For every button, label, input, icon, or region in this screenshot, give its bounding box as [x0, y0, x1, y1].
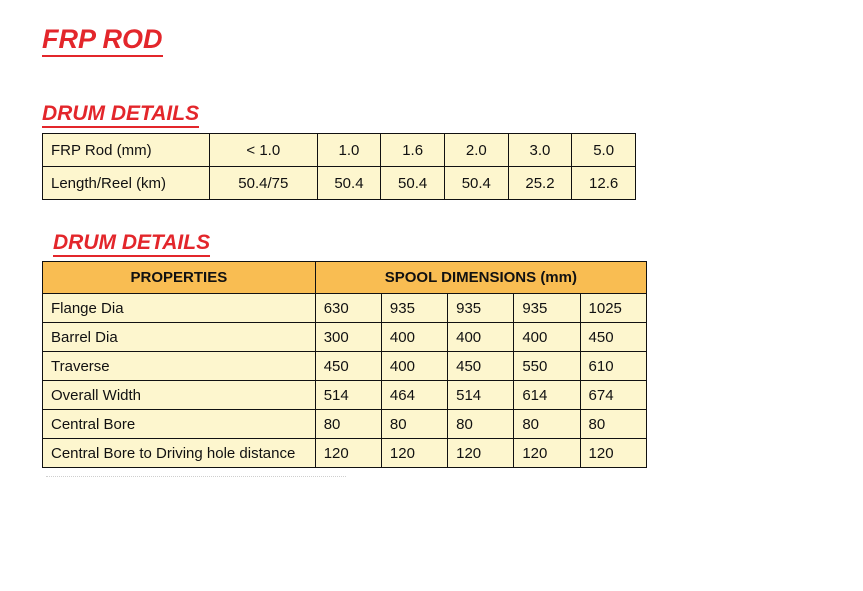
spool-dimensions-header: SPOOL DIMENSIONS (mm): [315, 262, 646, 294]
table-cell: 450: [580, 323, 646, 352]
spool-dimensions-table: [42, 261, 647, 468]
table-cell: 80: [315, 410, 381, 439]
drum-details-heading-2: DRUM DETAILS: [53, 231, 210, 257]
table-cell: 514: [448, 381, 514, 410]
table-cell: 50.4: [444, 167, 508, 200]
table-cell: 300: [315, 323, 381, 352]
table-cell: 450: [448, 352, 514, 381]
table-cell: 80: [448, 410, 514, 439]
faint-divider: [46, 476, 346, 481]
table-cell: < 1.0: [210, 134, 318, 167]
table-cell: 25.2: [508, 167, 572, 200]
row-label: Flange Dia: [43, 294, 316, 323]
table-cell: 120: [580, 439, 646, 468]
table-cell: 120: [315, 439, 381, 468]
row-label: Central Bore: [43, 410, 316, 439]
table-row-frp-rod: [43, 134, 636, 167]
table-cell: 1.0: [317, 134, 381, 167]
table-cell: 400: [448, 323, 514, 352]
table-row: [43, 352, 647, 381]
table-cell: 1025: [580, 294, 646, 323]
table-row: [43, 439, 647, 468]
properties-header: PROPERTIES: [43, 262, 316, 294]
table-row: [43, 410, 647, 439]
table-cell: 400: [381, 352, 447, 381]
table-cell: 610: [580, 352, 646, 381]
table-cell: 50.4: [317, 167, 381, 200]
table-cell: 1.6: [381, 134, 445, 167]
table-cell: 514: [315, 381, 381, 410]
drum-details-heading-1: DRUM DETAILS: [42, 102, 199, 128]
table-cell: 674: [580, 381, 646, 410]
table-cell: 120: [381, 439, 447, 468]
row-label: Barrel Dia: [43, 323, 316, 352]
row-label: Overall Width: [43, 381, 316, 410]
table-cell: 5.0: [572, 134, 636, 167]
table-cell: 550: [514, 352, 580, 381]
table-cell: 12.6: [572, 167, 636, 200]
row-label: Traverse: [43, 352, 316, 381]
table-cell: 50.4/75: [210, 167, 318, 200]
table-cell: 935: [514, 294, 580, 323]
table-cell: 630: [315, 294, 381, 323]
table-cell: 80: [381, 410, 447, 439]
table-cell: 3.0: [508, 134, 572, 167]
page-title: FRP ROD: [42, 24, 163, 57]
table-cell: 120: [514, 439, 580, 468]
table-cell: 935: [381, 294, 447, 323]
table-cell: 50.4: [381, 167, 445, 200]
table-header-row: [43, 262, 647, 294]
table-cell: 80: [514, 410, 580, 439]
table-cell: 80: [580, 410, 646, 439]
table-cell: 614: [514, 381, 580, 410]
table-row: [43, 323, 647, 352]
table-cell: 120: [448, 439, 514, 468]
row-label: Length/Reel (km): [43, 167, 210, 200]
table-cell: 450: [315, 352, 381, 381]
table-cell: 935: [448, 294, 514, 323]
table-cell: 2.0: [444, 134, 508, 167]
table-row: [43, 294, 647, 323]
row-label: Central Bore to Driving hole distance: [43, 439, 316, 468]
table-cell: 464: [381, 381, 447, 410]
table-row: [43, 381, 647, 410]
frp-rod-length-table: [42, 133, 636, 200]
row-label: FRP Rod (mm): [43, 134, 210, 167]
table-row-length-reel: [43, 167, 636, 200]
table-cell: 400: [381, 323, 447, 352]
table-cell: 400: [514, 323, 580, 352]
